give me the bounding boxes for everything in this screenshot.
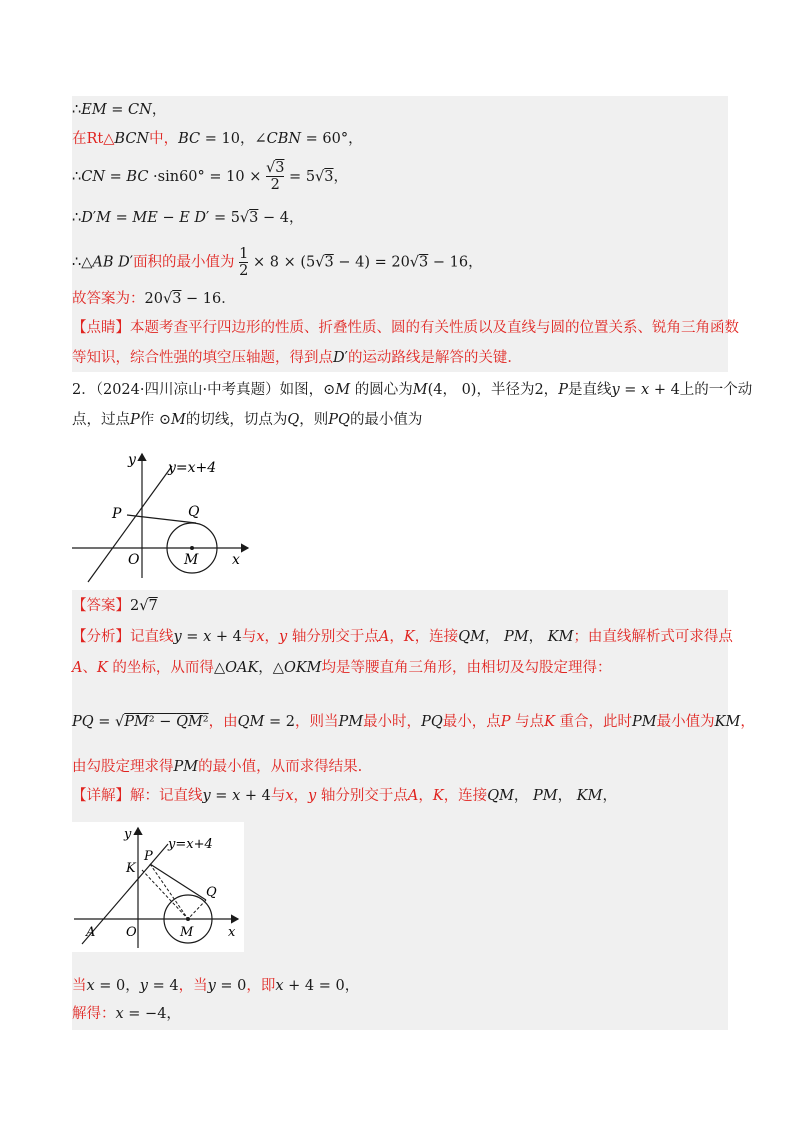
line-dianjing-2: 等知识，综合性强的填空压轴题，得到点D′的运动路线是解答的关键． bbox=[72, 350, 522, 366]
detail-line-1: 【详解】解：记直线y = x + 4与x，y 轴分别交于点A，K，连接QM， PM， KM， bbox=[72, 788, 617, 804]
analysis-line-2: A、K 的坐标，从而得△OAK，△OKM均是等腰直角三角形，由相切及勾股定理得： bbox=[72, 660, 612, 676]
label-q: Q bbox=[206, 885, 217, 900]
solution-band-bottom bbox=[72, 590, 728, 1030]
detail-line-3: 解得：x = −4， bbox=[72, 1006, 181, 1022]
line-area-min: ∴△AB D′面积的最小值为 $\frac{1}{2}$ × 8 × (5√3 − 4) = 20√3 − 16， bbox=[72, 246, 483, 279]
label-p: P bbox=[112, 506, 122, 522]
label-line: y=x+4 bbox=[168, 837, 213, 852]
detail-line-2: 当x = 0，y = 4，当y = 0，即x + 4 = 0， bbox=[72, 978, 360, 994]
label-x: x bbox=[232, 552, 240, 568]
line-cn: ∴CN = BC ·sin60° = 10 × $\frac{√3}{2}$ = 5√3， bbox=[72, 160, 349, 193]
line-em-cn: ∴EM = CN， bbox=[72, 102, 167, 118]
question-2-line-2: 点，过点P作 ⊙M的切线，切点为Q，则PQ的最小值为 bbox=[72, 412, 423, 428]
label-a: A bbox=[86, 925, 96, 940]
label-k: K bbox=[126, 861, 136, 876]
figure-2 bbox=[72, 822, 244, 952]
segment-pq bbox=[127, 515, 196, 523]
line-dm: ∴D′M = ME − E D′ = 5√3 − 4， bbox=[72, 210, 304, 226]
analysis-line-1: 【分析】记直线y = x + 4与x，y 轴分别交于点A，K，连接QM， PM， KM；由直线解析式可求得点 bbox=[72, 629, 733, 645]
label-o: O bbox=[128, 552, 140, 568]
label-m: M bbox=[184, 552, 199, 568]
line-rt-bcn: 在Rt△BCN中，BC = 10，∠CBN = 60°， bbox=[72, 131, 363, 147]
line-answer-top: 故答案为：20√3 − 16． bbox=[72, 291, 236, 307]
label-q: Q bbox=[188, 504, 200, 520]
question-2-line-1: 2．（2024·四川凉山·中考真题）如图，⊙M 的圆心为M(4， 0)，半径为2，P是直线y = x + 4上的一个动 bbox=[72, 382, 753, 398]
figure-1 bbox=[68, 448, 258, 584]
label-y: y bbox=[128, 452, 136, 468]
label-o: O bbox=[126, 925, 137, 940]
label-m: M bbox=[180, 925, 194, 940]
analysis-line-4: 由勾股定理求得PM的最小值，从而求得结果. bbox=[72, 759, 363, 775]
answer-line: 【答案】2√7 bbox=[72, 598, 158, 614]
label-p: P bbox=[144, 849, 153, 864]
line-dianjing-1: 【点睛】本题考查平行四边形的性质、折叠性质、圆的有关性质以及直线与圆的位置关系、锐角三角函数 bbox=[72, 320, 739, 336]
label-line: y=x+4 bbox=[168, 460, 217, 476]
label-x: x bbox=[228, 925, 236, 940]
label-y: y bbox=[124, 827, 132, 842]
point-m bbox=[190, 546, 194, 550]
analysis-line-3: PQ = √PM² − QM²，由QM = 2，则当PM最小时，PQ最小，点P 与点K 重合，此时PM最小值为KM， bbox=[72, 714, 755, 730]
